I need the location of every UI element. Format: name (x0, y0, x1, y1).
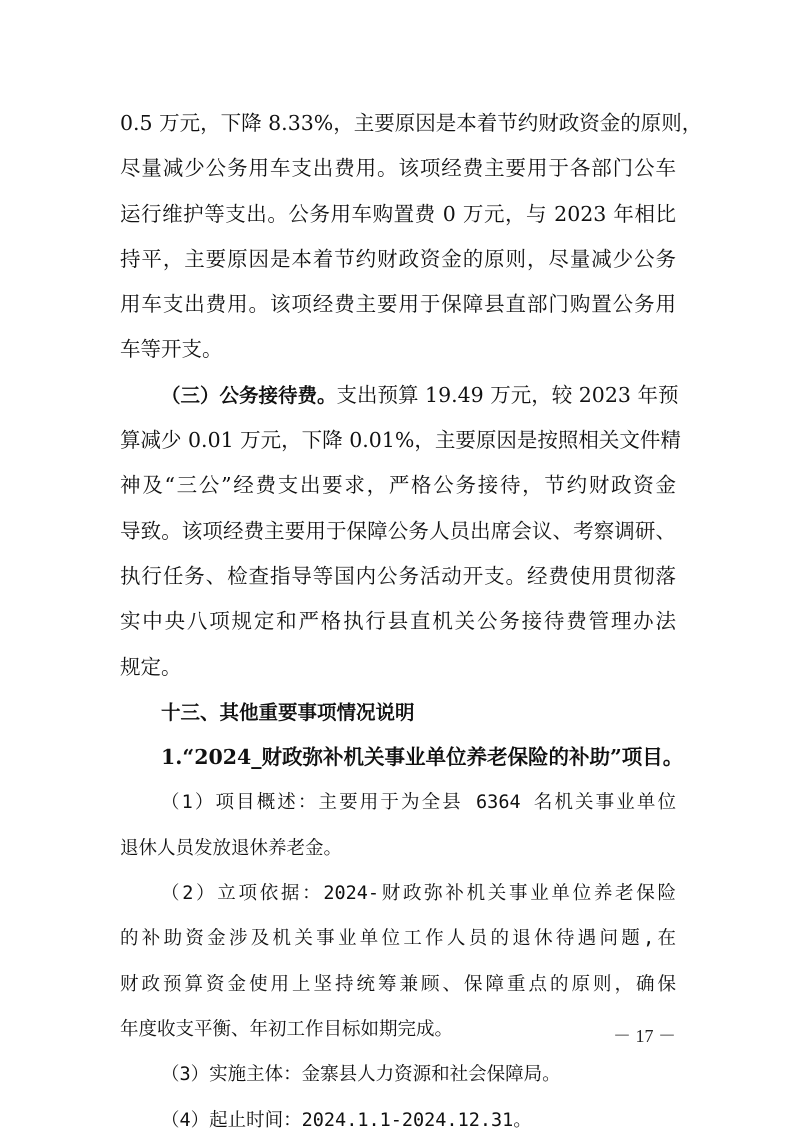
item-3: （3）实施主体：金寨县人力资源和社会保障局。 (161, 1064, 561, 1086)
paragraph-line: 导致。该项经费主要用于保障公务人员出席会议、考察调研、 (120, 518, 676, 543)
page-number: － 17 － (613, 1026, 676, 1046)
paragraph-line: 实中央八项规定和严格执行县直机关公务接待费管理办法 (120, 609, 676, 634)
item-1-first-line: （1）项目概述：主要用于为全县 6364 名机关事业单位 (161, 792, 676, 814)
paragraph-line: 车等开支。 (120, 337, 223, 362)
section-heading: 十三、其他重要事项情况说明 (161, 700, 415, 724)
paragraph-line: 持平，主要原因是本着节约财政资金的原则，尽量减少公务 (120, 246, 676, 271)
reception-heading: （三）公务接待费。 (161, 383, 337, 407)
paragraph-line: 规定。 (120, 654, 182, 679)
paragraph-line: 执行任务、检查指导等国内公务活动开支。经费使用贯彻落 (120, 563, 676, 588)
item-4: （4）起止时间：2024.1.1-2024.12.31。 (161, 1109, 532, 1131)
item-2-line: 年度收支平衡、年初工作目标如期完成。 (120, 1018, 454, 1040)
paragraph-line: 运行维护等支出。公务用车购置费 0 万元，与 2023 年相比 (120, 201, 676, 226)
item-2-line: 财政预算资金使用上坚持统筹兼顾、保障重点的原则，确保 (120, 973, 676, 995)
item-2-line: 的补助资金涉及机关事业单位工作人员的退休待遇问题,在 (120, 928, 676, 950)
reception-paragraph-first-line (120, 373, 679, 418)
item-1-second-line: 退休人员发放退休养老金。 (120, 837, 343, 859)
project-title: 1.“2024_财政弥补机关事业单位养老保险的补助”项目。 (161, 745, 684, 770)
item-2-first-line: （2）立项依据：2024-财政弥补机关事业单位养老保险 (161, 883, 676, 905)
paragraph-line: 尽量减少公务用车支出费用。该项经费主要用于各部门公车 (120, 156, 676, 181)
paragraph-line: 0.5 万元，下降 8.33%，主要原因是本着节约财政资金的原则， (120, 111, 703, 135)
paragraph-line: 神及“三公”经费支出要求，严格公务接待，节约财政资金 (120, 473, 676, 498)
paragraph-line: 算减少 0.01 万元，下降 0.01%，主要原因是按照相关文件精 (120, 428, 681, 453)
paragraph-line: 用车支出费用。该项经费主要用于保障县直部门购置公务用 (120, 292, 676, 317)
reception-text: 支出预算 19.49 万元，较 2023 年预 (336, 382, 679, 407)
body-text (120, 101, 703, 1143)
